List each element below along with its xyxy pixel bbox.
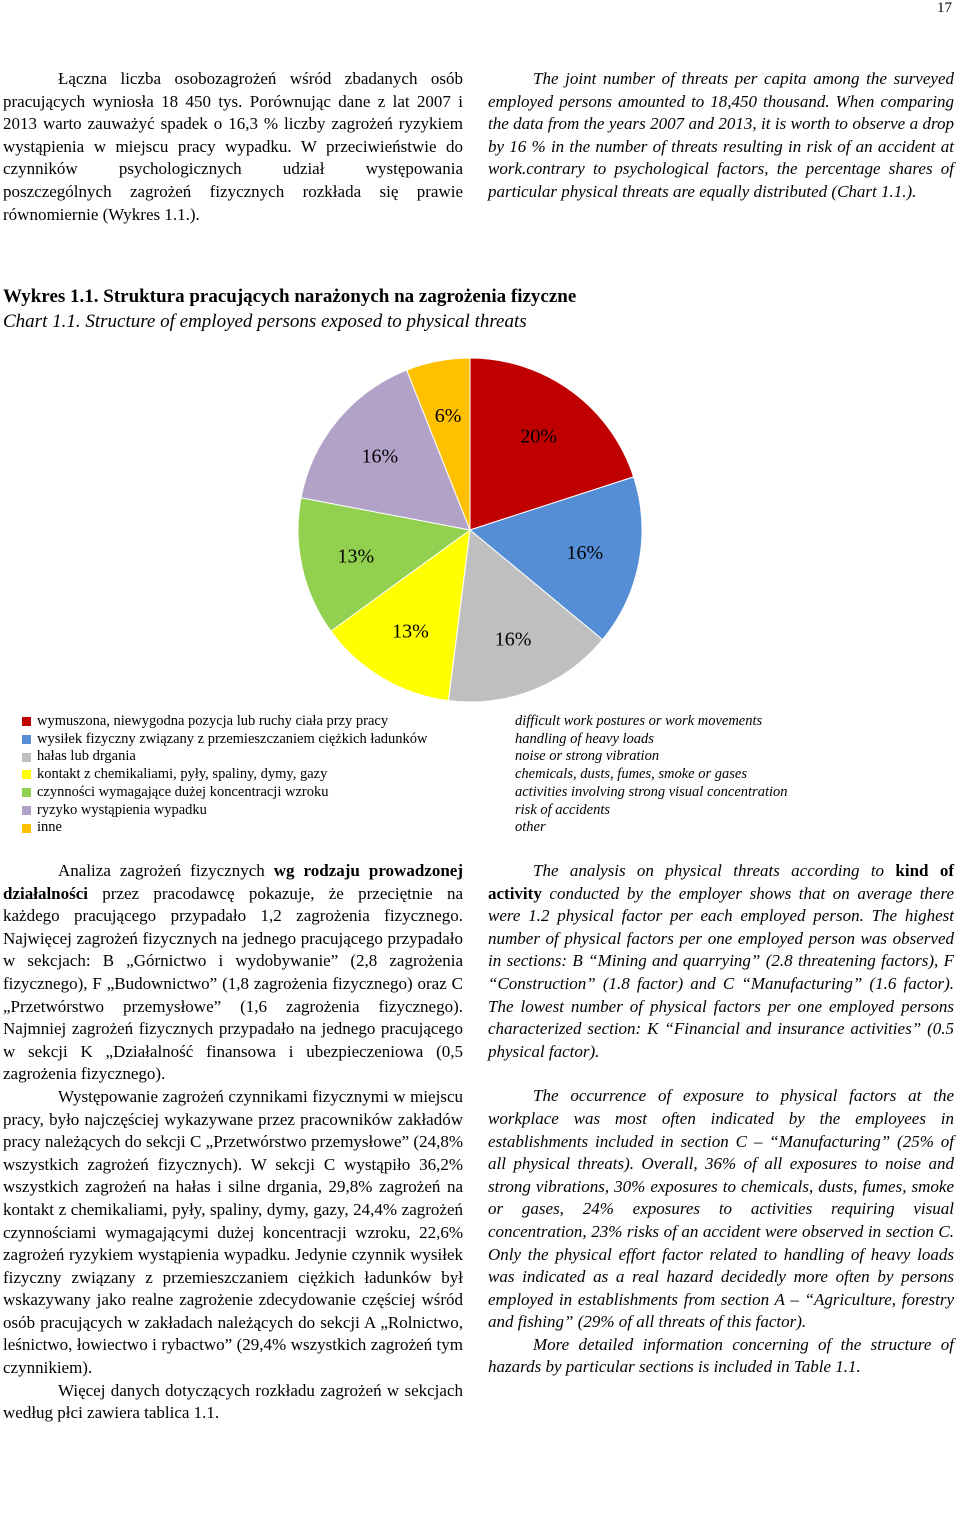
pie-label-6: 6% (434, 405, 462, 428)
legend-label-en-0: difficult work postures or work movements (515, 713, 763, 729)
legend-item-pl-5 (22, 802, 428, 820)
legend-label-pl-2: hałas lub drgania (37, 748, 136, 765)
intro-text-en (488, 68, 954, 204)
legend-label-en-2: noise or strong vibration (515, 748, 660, 765)
legend-label-pl-1: wysiłek fizyczny związany z przemieszczaniem ciężkich ładunków (37, 730, 428, 747)
legend-label-en-6: other (515, 819, 546, 836)
pie-label-0: 20% (520, 425, 558, 448)
legend-item-pl-2 (22, 748, 428, 766)
legend-label-pl-4: czynności wymagające dużej koncentracji wzroku (37, 783, 329, 800)
legend-swatch-2 (22, 753, 31, 762)
legend-label-en-3: chemicals, dusts, fumes, smoke or gases (515, 766, 747, 783)
legend-label-pl-6: inne (37, 819, 62, 836)
chart-title-en: Chart 1.1. Structure of employed persons exposed to physical threats (3, 311, 527, 332)
pie-chart (0, 350, 960, 710)
para1-pl-c: przez pracodawcę pokazuje, że przeciętnie na każdego pracującego przypadało 1,2 zagrożenia fizycznego. Najwięcej zagrożeń fizycznych na jednego pracującego przypadało w sekcjach: B „Górnictwo i wydobywanie” (2,8 zagrożenia fizycznego), F „Budownictwo” (1,8 zagrożenia fizycznego) oraz C „Przetwórstwo przemysłowe” (1,6 zagrożenia fizycznego). Najmniej zagrożeń fizycznych przypadało na jednego pracującego w sekcji K „Działalność finansowa i ubezpieczeniowa (0,5 zagrożenia fizycznego). (3, 883, 463, 1084)
legend-label-pl-0: wymuszona, niewygodna pozycja lub ruchy ciała przy pracy (37, 713, 389, 729)
pie-label-3: 13% (392, 620, 429, 643)
para1-en-a: The analysis on physical threats according to (533, 861, 896, 880)
legend-swatch-5 (22, 806, 31, 815)
legend-swatch-4 (22, 788, 31, 797)
legend-swatch-6 (22, 824, 31, 833)
analysis-paragraph-3-en: More detailed information concerning of the structure of hazards by particular sections is included in Table 1.1. (488, 1334, 954, 1377)
analysis-paragraph-1-en (488, 860, 954, 1063)
legend-item-pl-0 (22, 713, 428, 731)
para1-en-c: conducted by the employer shows that on average there were 1.2 physical factor per each employed person. The highest number of physical factors per one employed person was observed in sections: B “Mining and quarrying” (2.8 threatening factors), F “Construction” (1.8 factor) and C “Manufacturing” (1.6 factor). The lowest number of physical factors per one employed persons characterized section: K “Financial and insurance activities” (0.5 physical factor). (488, 883, 954, 1061)
legend-swatch-0 (22, 717, 31, 726)
legend-en (515, 713, 788, 837)
legend-swatch-1 (22, 735, 31, 744)
legend-item-pl-4 (22, 784, 428, 802)
legend-label-en-4: activities involving strong visual concentration (515, 783, 788, 800)
analysis-paragraph-3-pl: Więcej danych dotyczących rozkładu zagrożeń w sekcjach według płci zawiera tablica 1.1. (3, 1380, 463, 1423)
legend-item-pl-1 (22, 731, 428, 749)
pie-label-4: 13% (337, 545, 375, 568)
pie-label-2: 16% (494, 628, 532, 651)
legend-label-pl-3: kontakt z chemikaliami, pyły, spaliny, dymy, gazy (37, 766, 328, 783)
legend-item-pl-3 (22, 766, 428, 784)
chart-title-pl: Wykres 1.1. Struktura pracujących narażonych na zagrożenia fizyczne (3, 286, 577, 307)
intro-paragraph-en: The joint number of threats per capita among the surveyed employed persons amounted to 18,450 thousand. When comparing the data from the years 2007 and 2013, it is worth to observe a drop by 16 % in the number of threats resulting in risk of an accident at work.contrary to psychological factors, the percentage shares of particular physical threats are equally distributed (Chart 1.1.). (488, 69, 954, 201)
legend-pl (22, 713, 428, 837)
analysis-paragraph-2-pl: Występowanie zagrożeń czynnikami fizycznymi w miejscu pracy, było najczęściej wykazywane przez pracowników zakładów pracy należących do sekcji C „Przetwórstwo przemysłowe” (24,8% wszystkich zagrożeń fizycznych). W sekcji C wystąpiło 36,2% wszystkich zagrożeń na hałas i silne drgania, 29,8% zagrożeń na kontakt z chemikaliami, pyły, spaliny, dymy, gazy, 24,4% zagrożeń czynnościami wymagającymi dużej koncentracji wzroku, 22,6% zagrożeń ryzykiem wystąpienia wypadku. Jedynie czynnik wysiłek fizyczny związany z przemieszczaniem ciężkich ładunków był wskazywany jako realne zagrożenie zdecydowanie częściej wśród osób pracujących w zakładach należących do sekcji A „Rolnictwo, leśnictwo, łowiectwo i rybactwo” (29,4% wszystkich zagrożeń tym czynnikiem). (3, 1086, 463, 1378)
analysis-paragraph-1-pl (3, 860, 463, 1086)
intro-paragraph-pl: Łączna liczba osobozagrożeń wśród zbadanych osób pracujących wyniosła 18 450 tys. Porównując dane z lat 2007 i 2013 warto zauważyć spadek o 16,3 % liczby zagrożeń ryzykiem wystąpienia w miejscu pracy wypadku. W przeciwieństwie do czynników psychologicznych udział występowania poszczególnych zagrożeń fizycznych rozkłada się prawie równomiernie (Wykres 1.1.). (3, 69, 463, 224)
intro-text-pl (3, 68, 463, 226)
legend-swatch-3 (22, 770, 31, 779)
page-number: 17 (937, 0, 952, 16)
pie-label-5: 16% (361, 445, 399, 468)
analysis-text-pl (3, 860, 463, 1425)
legend-label-en-5: risk of accidents (515, 801, 611, 818)
legend-label-en-1: handling of heavy loads (515, 730, 654, 747)
para1-en-bold: kind of activity (488, 861, 954, 903)
para1-pl-a: Analiza zagrożeń fizycznych (58, 861, 274, 880)
pie-label-1: 16% (566, 541, 604, 564)
analysis-text-en (488, 860, 954, 1379)
analysis-paragraph-2-en: The occurrence of exposure to physical factors at the workplace was most often indicated by the employees in establishments included in section C – “Manufacturing” (25% of all physical threats). Overall, 36% of all exposures to noise and strong vibrations, 30% exposures to chemicals, dusts, fumes, smoke or gases, 24% exposures to activities requiring visual concentration, 23% risks of an accident were observed in section C. Only the physical effort factor related to handling of heavy loads was indicated as a real hazard decidedly more often by persons employed in establishments from section A – “Agriculture, forestry and fishing” (29% of all threats of this factor). (488, 1086, 954, 1332)
para1-pl-bold: wg rodzaju prowadzonej działalności (3, 861, 463, 903)
legend-label-pl-5: ryzyko wystąpienia wypadku (37, 801, 207, 818)
legend-item-pl-6 (22, 819, 428, 837)
